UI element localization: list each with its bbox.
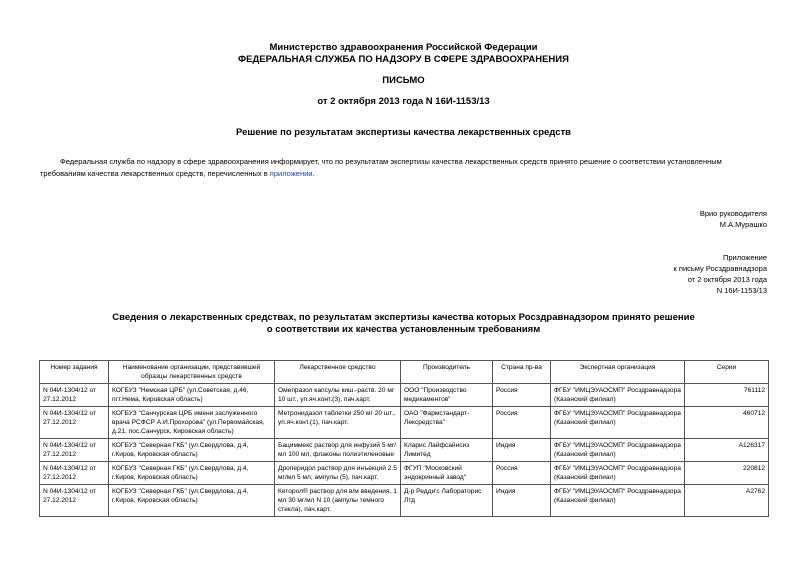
col-header-task: Номер задания <box>40 361 109 384</box>
cell-expert-org: ФГБУ "ИМЦЭУАОСМП" Росздравнадзора (Казанский филиал) <box>551 384 685 407</box>
cell-country: Индия <box>493 485 551 517</box>
col-header-manufacturer: Производитель <box>401 361 493 384</box>
doc-date: от 2 октября 2013 года N 16И-1153/13 <box>317 96 490 107</box>
cell-series: 220812 <box>685 462 769 485</box>
col-header-series: Серии <box>685 361 769 384</box>
cell-organization: КОГБУЗ "Северная ГКБ" (ул.Свердлова, д.4, г.Киров, Кировская область) <box>109 485 275 517</box>
cell-expert-org: ФГБУ "ИМЦЭУАОСМП" Росздравнадзора (Казанский филиал) <box>551 462 685 485</box>
cell-expert-org: ФГБУ "ИМЦЭУАОСМП" Росздравнадзора (Казанский филиал) <box>551 407 685 439</box>
cell-manufacturer: ООО "Производство медикаментов" <box>401 384 493 407</box>
cell-task: N 04И-1304/12 от 27.12.2012 <box>40 462 109 485</box>
drug-table <box>39 360 768 517</box>
cell-series: A126317 <box>685 439 769 462</box>
cell-organization: КОГБУЗ "Санчурская ЦРБ имени заслуженного врача РСФСР А.И.Прохорова" (ул.Первомайская, д.21, пос.Санчурск, Кировская область) <box>109 407 275 439</box>
table-row <box>40 485 769 517</box>
cell-country: Россия <box>493 407 551 439</box>
cell-series: 761112 <box>685 384 769 407</box>
cell-drug: Омепразол капсулы киш.-раств. 20 мг 10 шт., уп.яч.конт.(3), пач.карт. <box>275 384 401 407</box>
cell-organization: КОГБУЗ "Северная ГКБ" (ул.Свердлова, д.4, г.Киров, Кировская область) <box>109 439 275 462</box>
cell-country: Россия <box>493 384 551 407</box>
table-row <box>40 462 769 485</box>
col-header-organization: Наименование организации, представившей образцы лекарственных средств <box>109 361 275 384</box>
signature <box>700 208 767 230</box>
cell-organization: КОГБУЗ "Северная ГКБ" (ул.Свердлова, д.4, г.Киров, Кировская область) <box>109 462 275 485</box>
cell-organization: КОГБУЗ "Немская ЦРБ" (ул.Советская, д.46, пгт.Нема, Кировская область) <box>109 384 275 407</box>
appendix-line4: N 16И-1153/13 <box>716 286 767 295</box>
appendix-line3: от 2 октября 2013 года <box>687 275 767 284</box>
cell-series: A2762 <box>685 485 769 517</box>
signature-name: М.А.Мурашко <box>719 220 767 229</box>
doc-subject: Решение по результатам экспертизы качества лекарственных средств <box>236 127 571 138</box>
col-header-expert-org: Экспертная организация <box>551 361 685 384</box>
col-header-drug: Лекарственное средство <box>275 361 401 384</box>
ministry-title: Министерство здравоохранения Российской Федерации <box>269 42 538 53</box>
cell-drug: Бациммекс раствор для инфузий 5 мг/мл 100 мл, флаконы полиэтиленовые <box>275 439 401 462</box>
cell-country: Россия <box>493 462 551 485</box>
cell-expert-org: ФГБУ "ИМЦЭУАОСМП" Росздравнадзора (Казанский филиал) <box>551 439 685 462</box>
table-row <box>40 384 769 407</box>
appendix-header <box>674 252 767 296</box>
cell-manufacturer: ОАО "Фармстандарт-Лексредства" <box>401 407 493 439</box>
cell-drug: Дроперидол раствор для инъекций 2.5 мг/мл 5 мл, ампулы (5), пач.карт. <box>275 462 401 485</box>
cell-drug: Кеторол® раствор для в/м введения, 1 мл 30 мг/мл N 10 (ампулы темного стекла), пач.карт. <box>275 485 401 517</box>
cell-series: 460712 <box>685 407 769 439</box>
cell-task: N 04И-1304/12 от 27.12.2012 <box>40 439 109 462</box>
appendix-line2: к письму Росздравнадзора <box>673 264 767 273</box>
cell-task: N 04И-1304/12 от 27.12.2012 <box>40 384 109 407</box>
cell-task: N 04И-1304/12 от 27.12.2012 <box>40 485 109 517</box>
appendix-line1: Приложение <box>723 253 767 262</box>
signature-position: Врио руководителя <box>699 209 767 218</box>
cell-drug: Метронидазол таблетки 250 мг 20 шт., уп.яч.конт.(1), пач.карт. <box>275 407 401 439</box>
appendix-title: Сведения о лекарственных средствах, по результатам экспертизы качества которых Росздравнадзором принято решение о соответствии их качества установленным требованиям <box>112 312 695 335</box>
table-header-row <box>40 361 769 384</box>
cell-expert-org: ФГБУ "ИМЦЭУАОСМП" Росздравнадзора (Казанский филиал) <box>551 485 685 517</box>
appendix-link[interactable]: приложении <box>269 169 313 178</box>
cell-manufacturer: ФГУП "Московский эндокринный завод" <box>401 462 493 485</box>
col-header-country: Страна пр-ва <box>493 361 551 384</box>
doc-type: ПИСЬМО <box>382 75 425 86</box>
service-title: ФЕДЕРАЛЬНАЯ СЛУЖБА ПО НАДЗОРУ В СФЕРЕ ЗДРАВООХРАНЕНИЯ <box>238 54 569 65</box>
table-row <box>40 407 769 439</box>
intro-paragraph: Федеральная служба по надзору в сфере здравоохранения информирует, что по результатам экспертизы качества лекарственных средств принято решение о соответствии установленным требованиям качества лекарственных средств, перечисленных в приложении. <box>40 157 722 178</box>
cell-manufacturer: Кларис Лайфсайнсиз Лимитед <box>401 439 493 462</box>
cell-task: N 04И-1304/12 от 27.12.2012 <box>40 407 109 439</box>
table-row <box>40 439 769 462</box>
cell-country: Индия <box>493 439 551 462</box>
cell-manufacturer: Д-р Редди'с Лабораторис Лтд <box>401 485 493 517</box>
